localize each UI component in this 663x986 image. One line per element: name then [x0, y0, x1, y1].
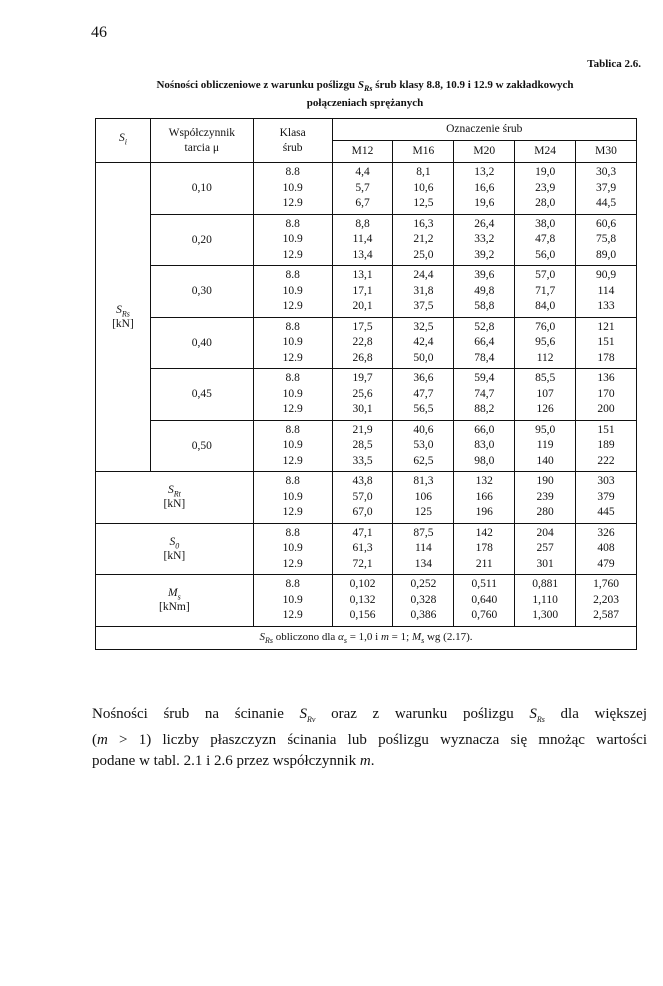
cell-value: 479 [597, 557, 615, 570]
cell-value: 8.8 [285, 578, 300, 590]
cell-value: 22,8 [352, 336, 373, 348]
cell-value: 12.9 [282, 609, 303, 621]
caption-symbol-sub: Rs [363, 84, 373, 94]
header-bolt-m16: M16 [393, 141, 454, 163]
cell-value: 30,1 [352, 403, 373, 415]
capacity-m20 [454, 420, 515, 472]
paragraph-line-3: podane w tabl. 2.1 i 2.6 przez współczynnik m. [92, 753, 375, 769]
bolt-capacity-table [95, 118, 637, 650]
cell-value: 44,5 [595, 197, 617, 209]
cell-value: 142 [475, 526, 493, 539]
quantity-group-row [96, 575, 637, 627]
cell-value: 1,300 [532, 609, 559, 621]
cell-value: 49,8 [474, 284, 495, 297]
cell-value: 10.9 [282, 542, 303, 554]
cell-value: 78,4 [474, 351, 495, 364]
cell-value: 37,9 [595, 181, 617, 194]
cell-value: 26,4 [474, 217, 495, 230]
quantity-symbol-sub: 0 [175, 540, 180, 550]
cell-value: 25,6 [352, 387, 373, 400]
cell-value: 47,7 [413, 387, 434, 400]
cell-value: 12.9 [282, 403, 303, 415]
cell-value: 76,0 [535, 320, 556, 333]
value-m20 [454, 472, 515, 524]
header-bolt-m30: M30 [576, 141, 637, 163]
cell-value: 16,3 [413, 217, 434, 230]
cell-value: 114 [414, 542, 432, 554]
value-m16 [393, 575, 454, 627]
capacity-m20 [454, 214, 515, 266]
cell-value: 89,0 [595, 248, 617, 261]
cell-value: 10,6 [413, 181, 434, 194]
cell-value: 60,6 [595, 217, 617, 230]
cell-value: 0,386 [410, 609, 437, 621]
cell-value: 12.9 [282, 454, 303, 467]
srs-symbol-sub: Rs [121, 309, 130, 319]
cell-value: 61,3 [352, 542, 373, 554]
cell-value: 303 [597, 475, 615, 487]
cell-value: 222 [597, 454, 615, 467]
cell-value: 12.9 [282, 557, 303, 570]
cell-value: 74,7 [474, 387, 495, 400]
capacity-m12 [332, 214, 393, 266]
quantity-unit: [kNm] [159, 601, 190, 614]
cell-value: 10.9 [282, 284, 303, 297]
srs-unit: [kN] [112, 318, 134, 331]
cell-value: 87,5 [413, 526, 434, 539]
header-bolt-m12: M12 [332, 141, 393, 163]
capacity-m16 [393, 214, 454, 266]
cell-value: 136 [597, 372, 615, 384]
friction-group-row [96, 163, 637, 215]
cell-value: 2,203 [593, 593, 619, 606]
cell-value: 106 [414, 490, 432, 503]
quantity-label-cell [96, 472, 254, 524]
cell-value: 21,2 [413, 233, 434, 245]
cell-value: 31,8 [413, 284, 434, 297]
page-number: 46 [91, 24, 107, 41]
cell-value: 119 [536, 439, 554, 451]
friction-group-row [96, 266, 637, 318]
cell-value: 379 [597, 490, 615, 503]
cell-value: 19,7 [352, 372, 373, 384]
cell-value: 26,8 [352, 351, 373, 364]
table-caption [92, 78, 638, 110]
cell-value: 13,2 [474, 166, 495, 178]
cell-value: 19,0 [535, 166, 556, 178]
cell-value: 0,881 [532, 578, 559, 590]
friction-group-row [96, 369, 637, 421]
cell-value: 95,0 [535, 423, 556, 436]
cell-value: 13,1 [352, 269, 373, 281]
cell-value: 326 [597, 526, 615, 539]
cell-value: 83,0 [474, 439, 495, 451]
friction-group-row [96, 214, 637, 266]
bolt-class-values [253, 472, 332, 524]
cell-value: 10.9 [282, 593, 303, 606]
cell-value: 0,328 [410, 593, 437, 606]
footnote-row [96, 626, 637, 649]
cell-value: 8,8 [355, 217, 370, 230]
bolt-class-values [253, 420, 332, 472]
cell-value: 12,5 [413, 197, 434, 209]
cell-value: 66,0 [474, 423, 495, 436]
value-m12 [332, 523, 393, 575]
cell-value: 10.9 [282, 233, 303, 245]
cell-value: 10.9 [282, 490, 303, 503]
quantity-group-row [96, 472, 637, 524]
cell-value: 10.9 [282, 387, 303, 400]
friction-coefficient-value: 0,10 [150, 163, 253, 215]
cell-value: 12.9 [282, 506, 303, 518]
cell-value: 43,8 [352, 475, 373, 487]
cell-value: 40,6 [413, 423, 434, 436]
value-m12 [332, 575, 393, 627]
capacity-m30 [576, 317, 637, 369]
quantity-symbol: M [168, 587, 178, 600]
cell-value: 10.9 [282, 336, 303, 348]
capacity-m12 [332, 163, 393, 215]
friction-coefficient-value: 0,50 [150, 420, 253, 472]
cell-value: 16,6 [474, 181, 495, 194]
cell-value: 36,6 [413, 372, 434, 384]
cell-value: 189 [597, 439, 615, 451]
capacity-m30 [576, 266, 637, 318]
quantity-unit: [kN] [163, 498, 186, 511]
cell-value: 2,587 [593, 609, 619, 621]
cell-value: 33,2 [474, 233, 495, 245]
paragraph-line-1: Nośności śrub na ścinanie $S_{Rv}$ oraz z warunku poślizgu $S_{Rs}$ dla większej [92, 706, 647, 724]
cell-value: 47,8 [535, 233, 556, 245]
cell-value: 112 [536, 351, 554, 364]
cell-value: 39,6 [474, 269, 495, 281]
capacity-m12 [332, 369, 393, 421]
paragraph-line-2: (m > 1) liczby płaszczyzn ścinania lub poślizgu wyznacza się mnożąc wartości [92, 732, 647, 748]
caption-text-a: Nośności obliczeniowe z warunku poślizgu [156, 79, 358, 91]
capacity-m30 [576, 369, 637, 421]
value-m20 [454, 575, 515, 627]
bolt-class-values [253, 214, 332, 266]
cell-value: 204 [536, 526, 554, 539]
capacity-m16 [393, 317, 454, 369]
capacity-m20 [454, 266, 515, 318]
cell-value: 445 [597, 506, 615, 518]
value-m24 [515, 575, 576, 627]
cell-value: 8.8 [285, 423, 300, 436]
cell-value: 408 [597, 542, 615, 554]
capacity-m16 [393, 369, 454, 421]
quantity-unit: [kN] [163, 549, 186, 562]
value-m16 [393, 523, 454, 575]
capacity-m30 [576, 420, 637, 472]
value-m24 [515, 472, 576, 524]
cell-value: 32,5 [413, 320, 434, 333]
bolt-class-values [253, 575, 332, 627]
cell-value: 8,1 [416, 166, 431, 178]
cell-value: 8.8 [285, 166, 300, 178]
capacity-m24 [515, 214, 576, 266]
value-m30 [576, 523, 637, 575]
cell-value: 62,5 [413, 454, 434, 467]
cell-value: 39,2 [474, 248, 495, 261]
capacity-m16 [393, 266, 454, 318]
header-bolt-designation: Oznaczenie śrub [332, 119, 636, 141]
capacity-m12 [332, 317, 393, 369]
cell-value: 134 [414, 557, 432, 570]
cell-value: 53,0 [413, 439, 434, 451]
quantity-symbol: S [167, 484, 174, 497]
cell-value: 47,1 [352, 526, 373, 539]
quantity-label-cell [96, 523, 254, 575]
cell-value: 28,5 [352, 439, 373, 451]
srs-label-cell [96, 163, 151, 472]
cell-value: 23,9 [535, 181, 556, 194]
cell-value: 301 [536, 557, 554, 570]
cell-value: 8.8 [285, 269, 300, 281]
cell-value: 88,2 [474, 403, 495, 415]
cell-value: 0,640 [471, 593, 498, 606]
cell-value: 50,0 [413, 351, 434, 364]
capacity-m24 [515, 420, 576, 472]
cell-value: 25,0 [413, 248, 434, 261]
capacity-m30 [576, 163, 637, 215]
cell-value: 239 [536, 490, 554, 503]
cell-value: 1,110 [532, 593, 558, 606]
cell-value: 71,7 [535, 284, 556, 297]
cell-value: 200 [597, 403, 615, 415]
bolt-class-values [253, 523, 332, 575]
cell-value: 95,6 [535, 336, 556, 348]
cell-value: 10.9 [282, 181, 303, 194]
cell-value: 280 [536, 506, 554, 518]
cell-value: 0,102 [349, 578, 376, 590]
cell-value: 67,0 [352, 506, 373, 518]
capacity-m24 [515, 163, 576, 215]
cell-value: 166 [475, 490, 493, 503]
cell-value: 42,4 [413, 336, 434, 348]
cell-value: 140 [536, 454, 554, 467]
capacity-m12 [332, 266, 393, 318]
cell-value: 0,132 [349, 593, 376, 606]
cell-value: 0,760 [471, 609, 498, 621]
srs-symbol: S [116, 303, 122, 316]
cell-value: 0,156 [349, 609, 376, 621]
quantity-symbol: S [169, 535, 176, 548]
cell-value: 19,6 [474, 197, 495, 209]
header-bolt-m24: M24 [515, 141, 576, 163]
header-friction-coefficient: Współczynnik tarcia μ [150, 119, 253, 163]
table-label: Tablica 2.6. [587, 58, 641, 70]
value-m24 [515, 523, 576, 575]
cell-value: 190 [536, 475, 554, 487]
cell-value: 8.8 [285, 372, 300, 384]
cell-value: 0,511 [471, 578, 497, 590]
cell-value: 178 [597, 351, 615, 364]
bolt-class-values [253, 266, 332, 318]
cell-value: 56,5 [413, 403, 434, 415]
friction-coefficient-value: 0,30 [150, 266, 253, 318]
cell-value: 151 [597, 336, 615, 348]
caption-symbol: S [357, 79, 364, 91]
cell-value: 72,1 [352, 557, 373, 570]
capacity-m24 [515, 369, 576, 421]
cell-value: 257 [536, 542, 554, 554]
capacity-m20 [454, 369, 515, 421]
cell-value: 4,4 [355, 166, 370, 178]
cell-value: 8.8 [285, 217, 300, 230]
cell-value: 84,0 [535, 300, 556, 312]
cell-value: 66,4 [474, 336, 495, 348]
value-m20 [454, 523, 515, 575]
header-bolt-m20: M20 [454, 141, 515, 163]
cell-value: 126 [536, 403, 554, 415]
cell-value: 33,5 [352, 454, 373, 467]
cell-value: 170 [597, 387, 615, 400]
capacity-m20 [454, 317, 515, 369]
cell-value: 1,760 [593, 578, 619, 590]
cell-value: 24,4 [413, 269, 434, 281]
body-paragraph [92, 704, 647, 772]
cell-value: 59,4 [474, 372, 495, 384]
cell-value: 12.9 [282, 197, 303, 209]
quantity-label-cell [96, 575, 254, 627]
cell-value: 211 [475, 557, 493, 570]
caption-text-b: śrub klasy 8.8, 10.9 i 12.9 w zakładkowych [372, 79, 574, 91]
header-bolt-class: Klasa śrub [253, 119, 332, 163]
cell-value: 20,1 [352, 300, 373, 312]
friction-coefficient-value: 0,40 [150, 317, 253, 369]
friction-group-row [96, 420, 637, 472]
cell-value: 132 [475, 475, 493, 487]
value-m12 [332, 472, 393, 524]
cell-value: 85,5 [535, 372, 556, 384]
cell-value: 37,5 [413, 300, 434, 312]
quantity-group-row [96, 523, 637, 575]
cell-value: 196 [475, 506, 493, 518]
cell-value: 57,0 [352, 490, 373, 503]
cell-value: 12.9 [282, 300, 303, 312]
quantity-symbol-sub: s [177, 592, 181, 602]
capacity-m30 [576, 214, 637, 266]
cell-value: 58,8 [474, 300, 495, 312]
cell-value: 56,0 [535, 248, 556, 261]
cell-value: 13,4 [352, 248, 373, 261]
cell-value: 8.8 [285, 475, 300, 487]
bolt-class-values [253, 317, 332, 369]
cell-value: 0,252 [410, 578, 437, 590]
table-footnote: $S_{Rs}$ obliczono dla $\alpha_s = 1,0$ i m = 1; $M_s$ wg (2.17). [96, 626, 637, 649]
cell-value: 21,9 [352, 423, 373, 436]
cell-value: 17,5 [352, 320, 373, 333]
capacity-m16 [393, 163, 454, 215]
cell-value: 125 [414, 506, 432, 518]
quantity-symbol-sub: Rt [173, 489, 181, 499]
cell-value: 57,0 [535, 269, 556, 281]
cell-value: 178 [475, 542, 493, 554]
bolt-class-values [253, 163, 332, 215]
capacity-m24 [515, 317, 576, 369]
cell-value: 52,8 [474, 320, 495, 333]
cell-value: 12.9 [282, 351, 303, 364]
capacity-m24 [515, 266, 576, 318]
cell-value: 114 [597, 284, 615, 297]
cell-value: 17,1 [352, 284, 373, 297]
cell-value: 6,7 [355, 197, 370, 209]
cell-value: 11,4 [352, 233, 373, 245]
capacity-m20 [454, 163, 515, 215]
friction-coefficient-value: 0,20 [150, 214, 253, 266]
cell-value: 81,3 [413, 475, 434, 487]
friction-coefficient-value: 0,45 [150, 369, 253, 421]
cell-value: 10.9 [282, 439, 303, 451]
capacity-m12 [332, 420, 393, 472]
cell-value: 151 [597, 423, 615, 436]
capacity-m16 [393, 420, 454, 472]
cell-value: 121 [597, 320, 615, 333]
cell-value: 98,0 [474, 454, 495, 467]
bolt-class-values [253, 369, 332, 421]
caption-text-line2: połączeniach sprężanych [306, 97, 424, 110]
cell-value: 5,7 [355, 181, 370, 194]
cell-value: 30,3 [595, 166, 617, 178]
cell-value: 133 [597, 300, 615, 312]
header-row-1 [96, 119, 637, 141]
cell-value: 28,0 [535, 197, 556, 209]
cell-value: 38,0 [535, 217, 556, 230]
cell-value: 75,8 [595, 233, 617, 245]
cell-value: 8.8 [285, 526, 300, 539]
friction-group-row [96, 317, 637, 369]
cell-value: 107 [536, 387, 554, 400]
value-m30 [576, 472, 637, 524]
value-m16 [393, 472, 454, 524]
header-si: $S_i$ [96, 119, 151, 163]
cell-value: 12.9 [282, 248, 303, 261]
cell-value: 8.8 [285, 320, 300, 333]
cell-value: 90,9 [595, 269, 617, 281]
value-m30 [576, 575, 637, 627]
